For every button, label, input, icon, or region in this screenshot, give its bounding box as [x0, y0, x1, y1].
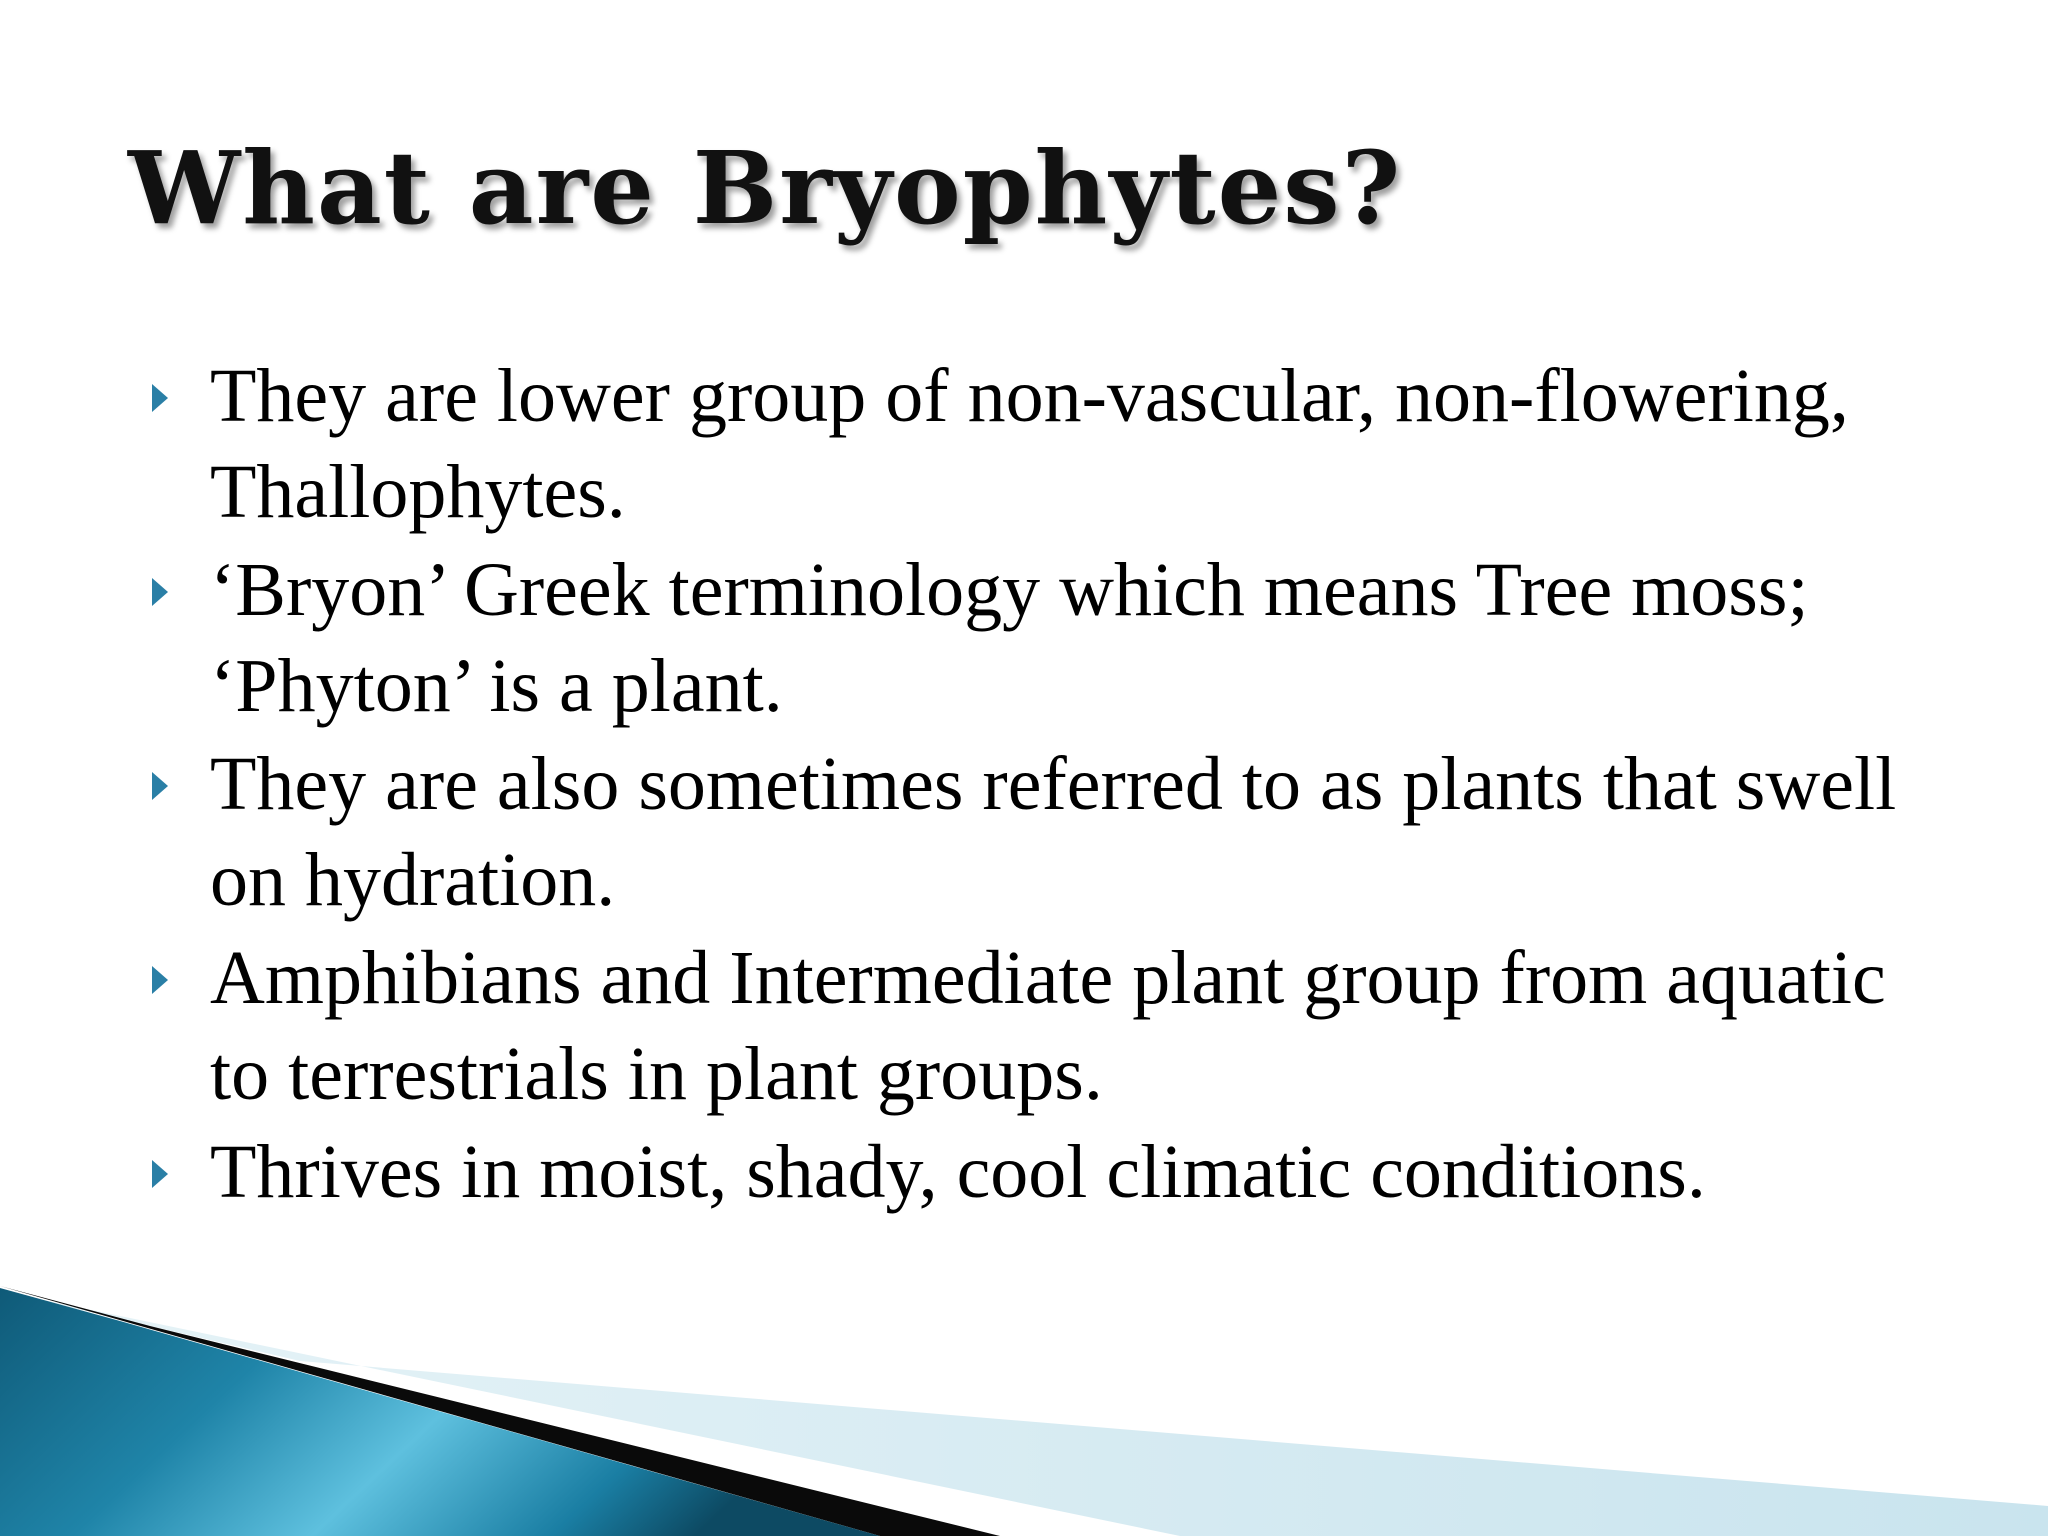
triangle-right-icon	[152, 966, 168, 994]
bullet-text: Thrives in moist, shady, cool climatic conditions.	[210, 1130, 1706, 1214]
bullet-text: ‘Bryon’ Greek terminology which means Tree moss; ‘Phyton’ is a plant.	[210, 548, 1809, 728]
bullet-item	[150, 1124, 1950, 1220]
bullet-list	[150, 348, 1950, 1222]
triangle-right-icon	[152, 578, 168, 606]
bullet-item	[150, 930, 1950, 1122]
bullet-text: They are also sometimes referred to as plants that swell on hydration.	[210, 742, 1897, 922]
bullet-text: Amphibians and Intermediate plant group from aquatic to terrestrials in plant groups.	[210, 936, 1886, 1116]
slide-title: What are Bryophytes?	[128, 129, 1403, 247]
bullet-text: They are lower group of non-vascular, non-flowering, Thallophytes.	[210, 354, 1849, 534]
bullet-item	[150, 348, 1950, 540]
bullet-item	[150, 736, 1950, 928]
triangle-right-icon	[152, 1160, 168, 1188]
decorative-swoosh	[0, 1266, 2048, 1536]
bullet-item	[150, 542, 1950, 734]
triangle-right-icon	[152, 384, 168, 412]
triangle-right-icon	[152, 772, 168, 800]
